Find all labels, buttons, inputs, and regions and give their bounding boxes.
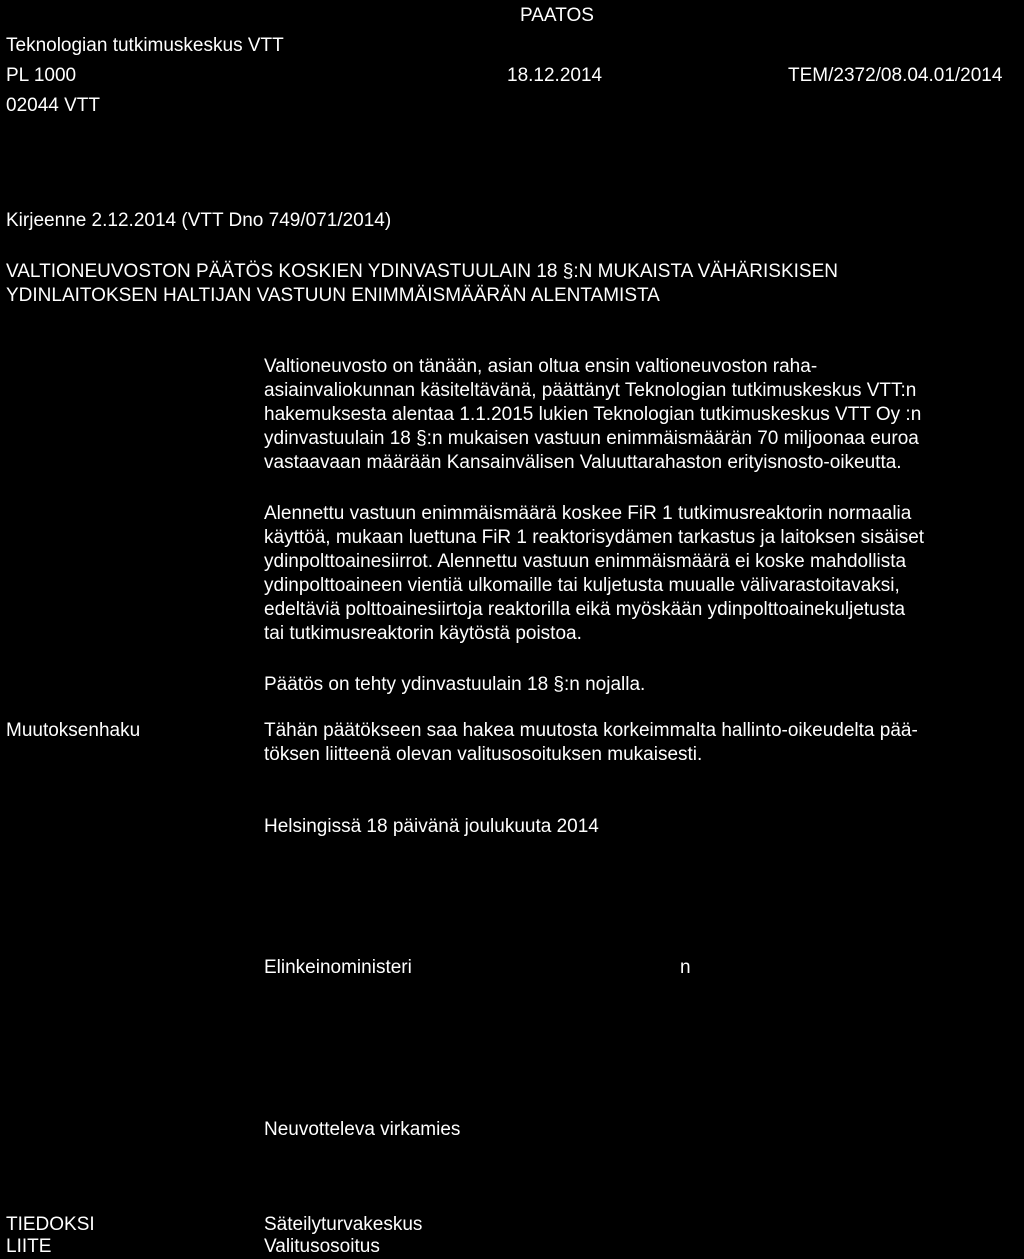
paragraph-line: asiainvaliokunnan käsiteltävänä, päättänyt Teknologian tutkimuskeskus VTT:n: [264, 380, 917, 401]
body-paragraph-1: [264, 355, 1016, 475]
place-and-date: Helsingissä 18 päivänä joulukuuta 2014: [264, 816, 599, 837]
reference-number: TEM/2372/08.04.01/2014: [788, 65, 1003, 86]
appeal-text: [264, 719, 1016, 767]
title-line: YDINLAITOKSEN HALTIJAN VASTUUN ENIMMÄISMÄÄRÄN ALENTAMISTA: [6, 285, 660, 306]
paragraph-line: edeltäviä polttoainesiirtoja reaktorilla eikä myöskään ydinpolttoainekuljetusta: [264, 599, 906, 620]
minister-name-fragment: n: [680, 957, 691, 978]
recipient-name: Teknologian tutkimuskeskus VTT: [6, 35, 284, 56]
paragraph-line: Valtioneuvosto on tänään, asian oltua ensin valtioneuvoston raha-: [264, 356, 818, 377]
recipient-po-box: PL 1000: [6, 65, 77, 86]
tiedoksi-value: Säteilyturvakeskus: [264, 1214, 423, 1235]
paragraph-line: ydinpolttoaineen vientiä ulkomaille tai kuljetusta muualle välivarastoitavaksi,: [264, 575, 900, 596]
legal-basis: Päätös on tehty ydinvastuulain 18 §:n nojalla.: [264, 674, 646, 695]
title-line: VALTIONEUVOSTON PÄÄTÖS KOSKIEN YDINVASTUULAIN 18 §:N MUKAISTA VÄHÄRISKISEN: [6, 261, 839, 282]
official-title: Neuvotteleva virkamies: [264, 1119, 461, 1140]
paragraph-line: Alennettu vastuun enimmäismäärä koskee FiR 1 tutkimusreaktorin normaalia: [264, 503, 912, 524]
minister-title: Elinkeinoministeri: [264, 957, 412, 978]
paragraph-line: Tähän päätökseen saa hakea muutosta korkeimmalta hallinto-oikeudelta pää-: [264, 720, 918, 741]
tiedoksi-label: TIEDOKSI: [6, 1214, 95, 1235]
letter-reference: Kirjeenne 2.12.2014 (VTT Dno 749/071/2014): [6, 210, 392, 231]
document-type: PAATOS: [520, 5, 594, 26]
paragraph-line: ydinvastuulain 18 §:n mukaisen vastuun enimmäismäärän 70 miljoonaa euroa: [264, 428, 919, 449]
paragraph-line: ydinpolttoainesiirrot. Alennettu vastuun enimmäismäärä ei koske mahdollista: [264, 551, 907, 572]
paragraph-line: töksen liitteenä olevan valitusosoituksen mukaisesti.: [264, 744, 703, 765]
appeal-label: Muutoksenhaku: [6, 720, 141, 741]
paragraph-line: tai tutkimusreaktorin käytöstä poistoa.: [264, 623, 582, 644]
paragraph-line: vastaavaan määrään Kansainvälisen Valuuttarahaston erityisnosto-oikeutta.: [264, 452, 902, 473]
body-paragraph-2: [264, 502, 1016, 646]
liite-label: LIITE: [6, 1236, 52, 1257]
paragraph-line: käyttöä, mukaan luettuna FiR 1 reaktorisydämen tarkastus ja laitoksen sisäiset: [264, 527, 925, 548]
paragraph-line: hakemuksesta alentaa 1.1.2015 lukien Teknologian tutkimuskeskus VTT Oy :n: [264, 404, 922, 425]
recipient-postal-code: 02044 VTT: [6, 95, 100, 116]
liite-value: Valitusosoitus: [264, 1236, 380, 1257]
document-date: 18.12.2014: [507, 65, 603, 86]
